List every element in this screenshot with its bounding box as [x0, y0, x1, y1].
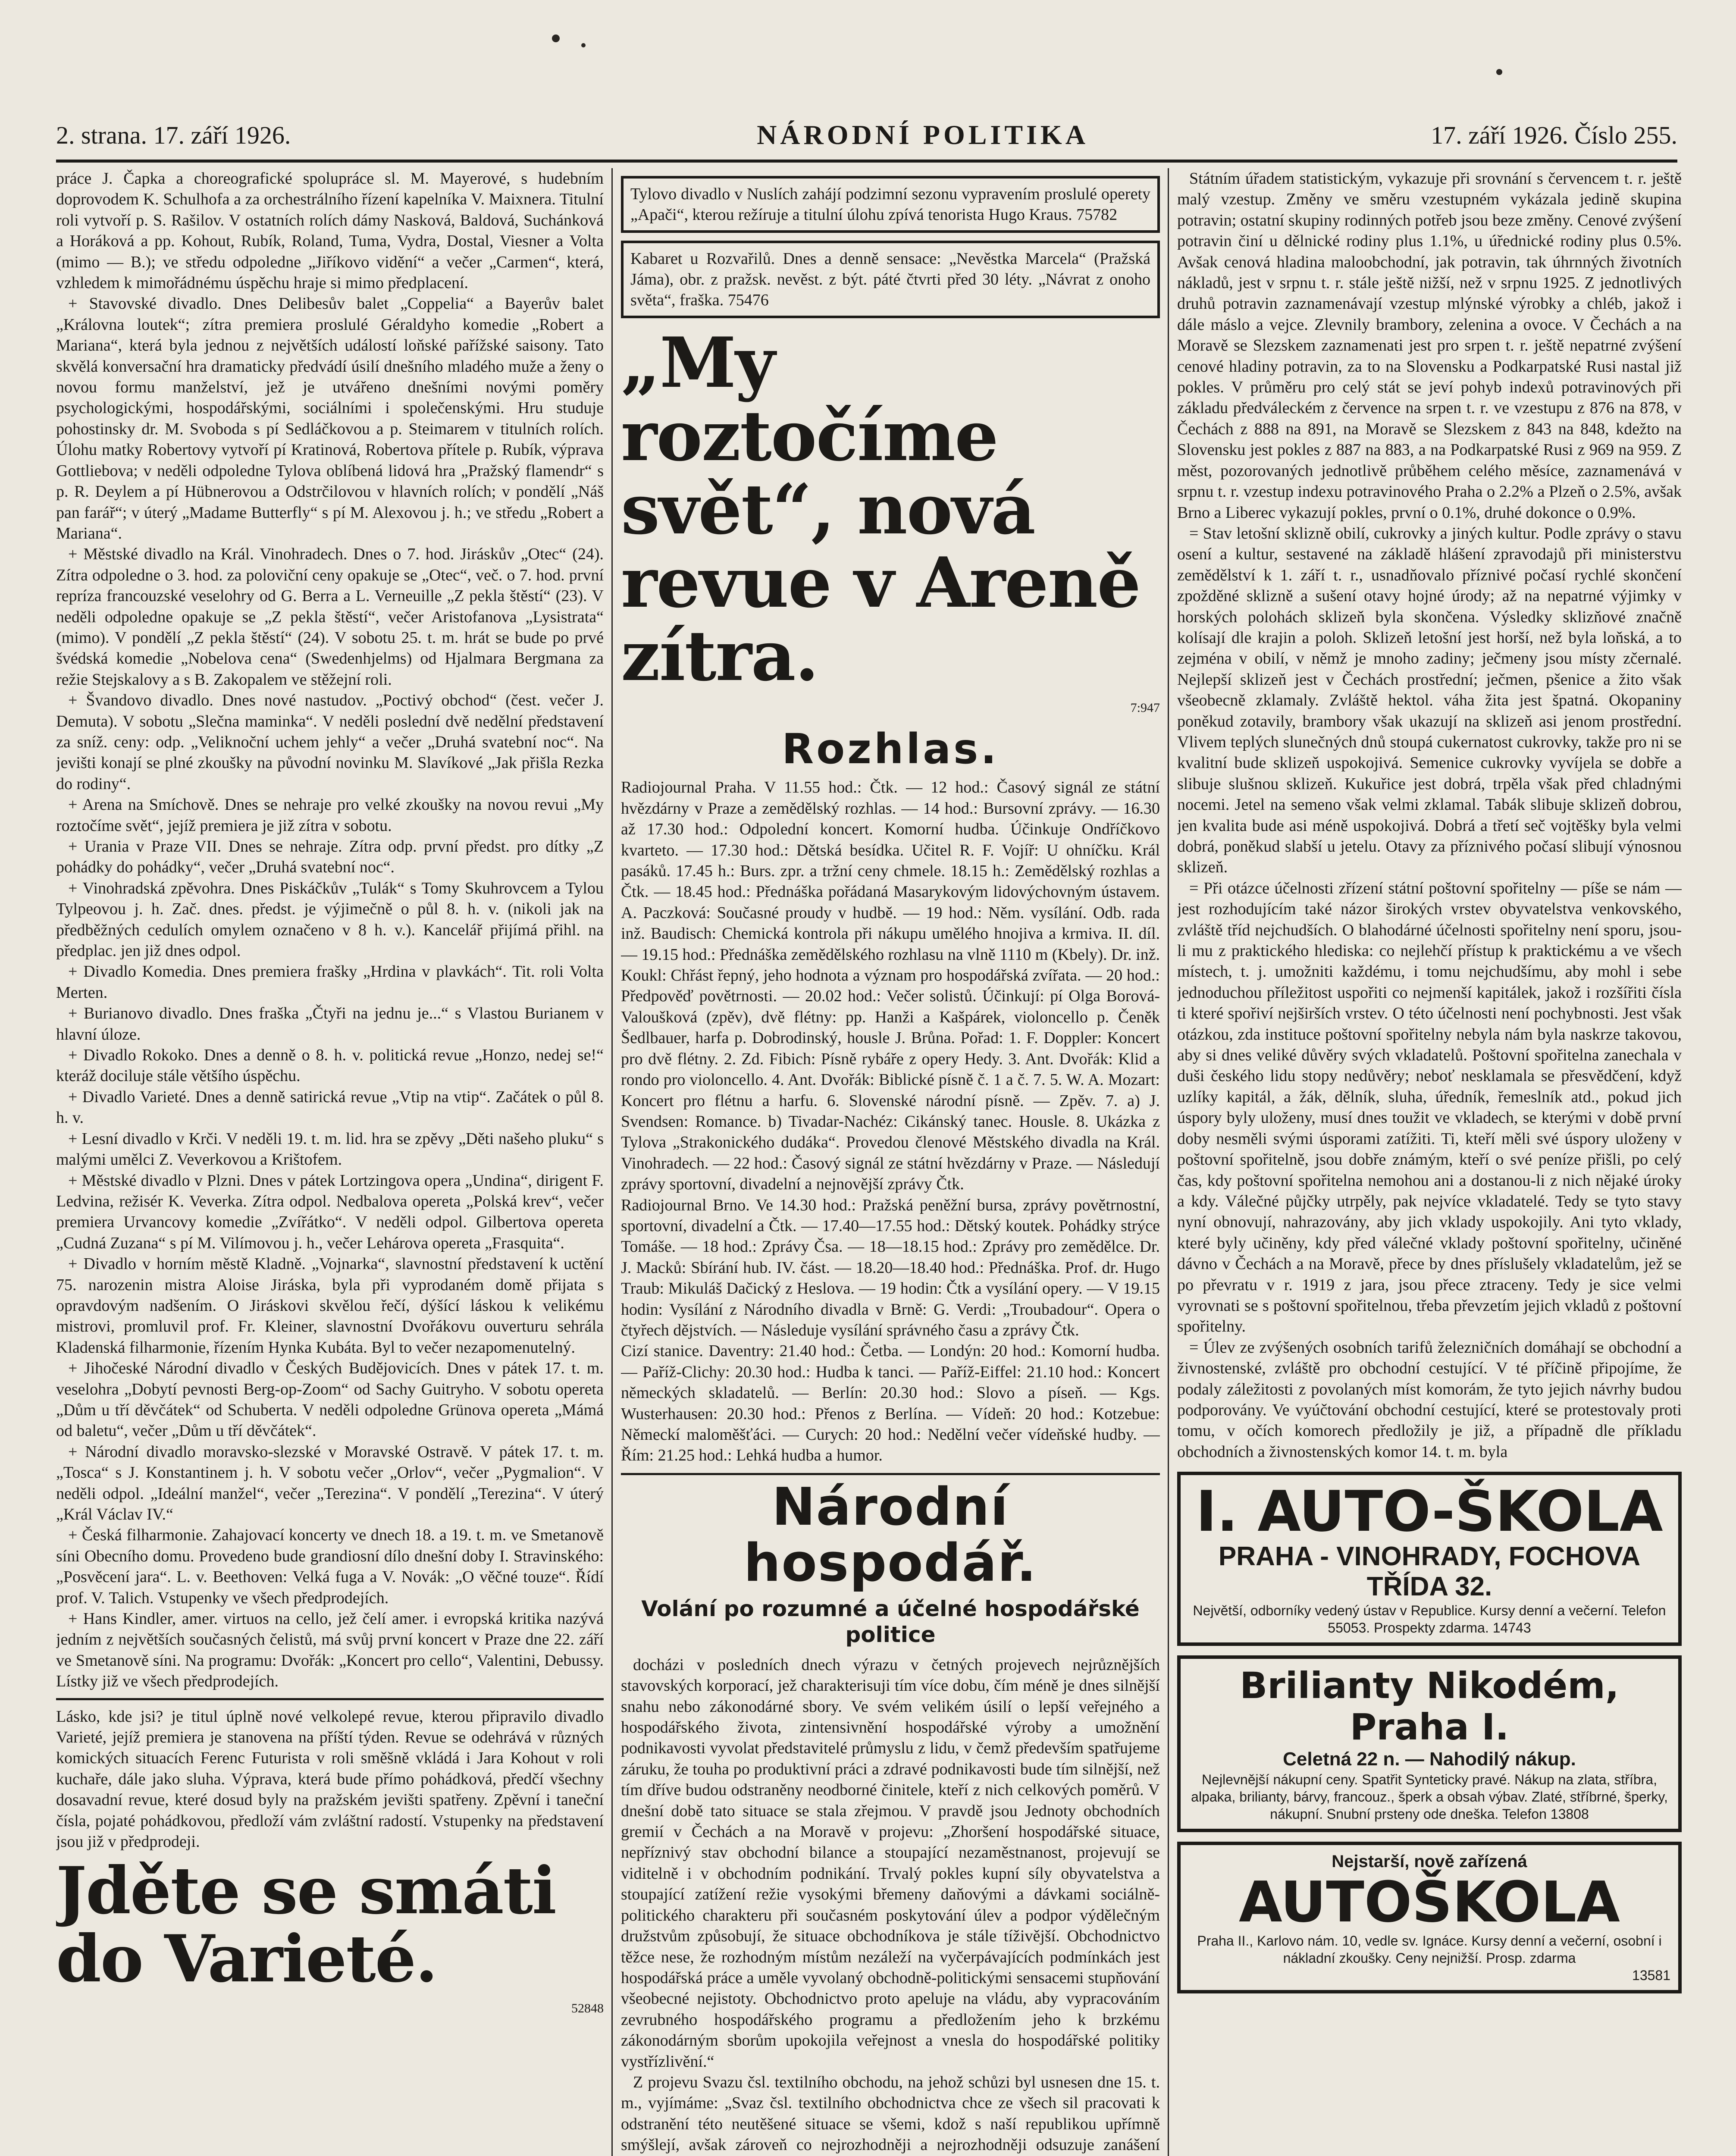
column-radio-economy — [621, 168, 1160, 2156]
tyl-theatre-advert — [621, 176, 1160, 233]
theatre-notice: + Stavovské divadlo. Dnes Delibesův balet „Coppelia“ a Bayerův balet „Královna loutek“; zítra premiera proslulé Géraldyho komedie „Robert a Mariana“, která byla jednou z největších událostí loňské pařížské saisony. Tato skvělá konversační hra dramaticky předvádí úsilí dnešního mladého muže a ženy o novou formu manželství, jež je utvářeno dnešními novými poměry psychologickými, hospodářskými, sociálními i společenskými. Hru studuje pohostinsky dr. M. Svoboda s pí Sedláčkovou a p. Steimarem v titulních rolích. Úlohu matky Robertovy vytvoří pí Kratinová, Robertova přítele p. Rubík, výprava Gottliebova; v neděli odpoledne Tylova oblíbená lidová hra „Pražský flamendr“ s p. R. Deylem a pí Hübnerovou a Odstrčilovou v hlavních rolích; v pondělí „Náš pan farář“; v úterý „Madame Butterfly“ s pí M. Alexovou j. h.; ve středu „Robert a Mariana“. — [56, 295, 604, 542]
arena-revue-headline: „My roztočíme svět“, nová revue v Areně zítra. — [621, 322, 1140, 696]
ink-speck — [581, 43, 586, 47]
article-paragraph: = Při otázce účelnosti zřízení státní poštovní spořitelny — píše se nám — jest rozhodujícím také názor širokých vrstev obyvatelstva venkovského, zvláště tříd nejchudších. O blahodárné účelnosti spořitelny není sporu, jsou-li mu z praktického hlediska: co nejlehčí přístup k praktickému a ve všech místech, t. j. umožniti každému, i tomu nejchudšímu, aby mohl i sebe jednoduchou příležitost uspořiti co nejmenší kapitálek, jakož i rozšířiti čísla ti které spořiví nejširších vrstev. O této účelnosti není pochybnosti. Jest však otázkou, zda instituce poštovní spořitelny nebyla nám byla naskrze takovou, aby si dnes veliké důvěry svých vkladatelů. Poštovní spořitelna zanechala v duši českého lidu stopy nedůvěry; neboť nesklamala se přesvědčení, když uzlíky kapitál, a žák, dělník, sluha, úředník, řemeslník atd., pokud jich úspory byly uloženy, musí dnes toužit ve vkladech, se kterými v době první doby nesměli svými úsporami zatížiti. Ti, kteří měli své úspory uloženy v poštovní spořitelně, jsou dobře známým, kteří o své peníze přišli, po celý čas, kdy poštovní spořitelna nemohou ani a dostanou-li z nich nějaké úroky a kdy. Válečné půjčky utrpěly, pak nejvíce vkladatelé. Tedy se tyto stavy nyní obnovují, nahrazovány, aby jich vklady uspokojily. Ani tyto vklady, které byly učiněny, kdy před válečné vklady poštovní spořitelny, učiněné dávno v Čechách a na Moravě, přece by dnes příslušely vkladatelům, jež se po převratu v r. 1919 z jara, jsou přece ztraceny. Tedy je sice velmi vyrovnati se s poštovní spořitelnou, třeba převzetím jejich vkladů z poštovní spořitelny. — [1177, 879, 1682, 1336]
theatre-notice: + Divadlo v horním městě Kladně. „Vojnarka“, slavnostní představení k uctění 75. narozenin mistra Aloise Jiráska, byla při vyprodaném domě přijata s opravdovým nadšením. O Jiráskovi skvělou řečí, dýšící láskou k velikému mistrovi, promluvil prof. Fr. Kleiner, slavnostní Dvořákovu ouverturu sehrála Kladenská filharmonie, řízením Hynka Kubáta. Byl to večer nezapomenutelný. — [56, 1255, 604, 1357]
radio-program-prague: Radiojournal Praha. V 11.55 hod.: Čtk. — 12 hod.: Časový signál ze státní hvězdárny v Praze a zemědělský rozhlas. — 14 hod.: Bursovní zprávy. — 16.30 až 17.30 hod.: Odpolední koncert. Komorní hudba. Účinkuje Ondříčkovo kvarteto. — 17.30 hod.: Dětská besídka. Učitel R. F. Vojíř: U ohníčku. Král pasáků. 17.45 h.: Burs. zpr. a tržní ceny chmele. 18.15 h.: Zemědělský rozhlas a Čtk. — 18.45 hod.: Přednáška pořádaná Masarykovým lidovýchovným ústavem. A. Paczková: Současné proudy v hudbě. — 19 hod.: Něm. vysílání. Odb. rada inž. Baudisch: Chemická kontrola při nákupu umělého hnojiva a krmiva. II. díl. — 19.15 hod.: Přednáška zemědělského rozhlasu na vlně 1110 m (Kbely). Dr. inž. Koukl: Chřást řepný, jeho hodnota a význam pro hospodářská zvířata. — 20 hod.: Předpověď povětrnosti. — 20.02 hod.: Večer solistů. Účinkují: pí Olga Borová-Valoušková (zpěv), dvě flétny: pp. Hanži a Kašpárek, violoncello p. Čeněk Šedlbauer, harfa p. Dobrodinský, housle J. Brůna. Pořad: 1. F. Doppler: Koncert pro dvě flétny. 2. Zd. Fibich: Písně rybáře z opery Hedy. 3. Ant. Dvořák: Klid a rondo pro violoncello. 4. Ant. Dvořák: Biblické písně č. 1 a č. 7. 5. W. A. Mozart: Koncert pro flétnu a harfu. 6. Slovenské národní písně. — Zpěv. 7. a) J. Svendsen: Romance. b) Tivadar-Nachéz: Cikánský tanec. Housle. 8. Ukázka z Tylova „Strakonického dudáka“. Provedou členové Městského divadla na Král. Vinohradech. — 22 hod.: Časový signál ze státní hvězdárny v Praze. — Následují zprávy sportovní, divadelní a nejnovější zprávy Čtk. — [621, 778, 1160, 1194]
theatre-notice: + Lesní divadlo v Krči. V neděli 19. t. m. lid. hra se zpěvy „Děti našeho pluku“ s malými umělci Z. Veverkovou a Krištofem. — [56, 1129, 604, 1169]
section-rule — [56, 1698, 604, 1700]
advert-headline: AUTOŠKOLA — [1239, 1869, 1620, 1935]
article-paragraph: Státním úřadem statistickým, vykazuje při srovnání s červencem t. r. ještě malý vzestup. Změny ve směru vzestupném vykázala jedině skupina potravin; ostatní skupiny rodinných potřeb jsou beze změny. Cenové zvýšení potravin činí u dělnické rodiny plus 1.1%, u úřednické rodiny plus 0.5%. Avšak cenová hladina maloobchodní, jak potravin, tak úhrnných životních nákladů, jest v srpnu t. r. stále ještě nižší, než v srpnu 1925. Z jednotlivých druhů potravin zaznamenávají vzestup mlýnské výrobky a chléb, jakož i dále máslo a vejce. Zlevnily brambory, zelenina a ovoce. V Čechách a na Moravě se Slezskem zaznamenati jest pro srpen t. r. ještě nepatrné zvýšení cenové hladiny potravin, za to na Slovensku a Podkarpatské Rusi nastal již pokles. V průměru pro celý stát se jeví pohyb indexů potravinových při základu předváleckém z července na srpen t. r. ve vzestupu z 876 na 878, v Čechách z 888 na 891, na Moravě se Slezskem z 843 na 848, kdežto na Slovensku jest pokles z 887 na 883, a na Podkarpatské Rusi z 969 na 959. Z měst, pozorovaných jednotlivě průběhem celého měsíce, zaznamenává v srpnu t. r. vzestup indexu potravinového Praha o 2.2% a Plzeň o 2.5%, avšak Brno a Liberec vykazují pokles, první o 0.1%, druhé dokonce o 0.9%. — [1177, 169, 1682, 522]
cabaret-advert — [621, 241, 1160, 318]
article-paragraph: docházi v posledních dnech výrazu v četných projevech nejrůznějších stavovských korporací, jež charakterisuji tím více dobu, čím méně je dnes silnější snahu nebo zákonodárné sbory. Ve svém velikém úsilí o lepší veřejného a hospodářského života, zintensivnění hospodářské výroby a umožnění podnikavosti vyvolat představitelé průmyslu z lidu, v čemž především spatřujeme záruku, že touha po produktivní práci a zdravé podnikavosti bude tím silnější, než tím dříve budou odstraněny neodborné činitele, kteří z nich celkových poměrů. V dnešní době tato situace se stala zřejmou. V pravdě jsou Jednoty obchodních gremií v Čechách a na Moravě v projevu: „Zhoršení hospodářské situace, nepříznivý stav obchodní bilance a stoupající nezaměstnanost, projevují se viditelně i v obchodním podnikání. Trvalý pokles kupní síly obyvatelstva a stoupající zatížení režie vysokými břemeny daňovými a dávkami sociálně-politického charakteru při současném poskytování úlev a podpor výdělečným družstvům způsobují, že situace obchodníkova je stále tíživější. Obchodnictvo těžce nese, že rozhodným místům nezáleží na vyčerpávajících podmínkách jest hospodářská práce a uměle vyvolaný obchodně-politickými sensacemi stupňování všeobecné nejistoty. Obchodnictvo proto apeluje na vládu, aby vypracováním zevrubného hospodářského programu a předložením jeho k brzkému zákonodárným sborům upokojila veřejnost a vnesla do hospodářské politiky vystřízlivění.“ — [621, 1655, 1160, 2071]
variete-advert-headline: Jděte se smáti do Varieté. — [56, 1852, 556, 1997]
variete-advert-text: Lásko, kde jsi? je titul úplně nové velkolepé revue, kterou připravilo divadlo Varieté, jejíž premiera je stanovena na příští týden. Revue se odehrává v různých komických situacích Ferenc Futurista v roli směšně vkládá i Jara Kohout v roli kuchaře, dále jako sluha. Výprava, která bude přímo pohádková, předčí všechny dosavadní revue, které dosud byly na pražském jevišti spatřeny. Zpěvní i taneční čísla, pojaté pohádkovou, předloží vám zvláštní radostí. Vstupenky na představení jsou již v předprodeji. — [56, 1707, 604, 1851]
article-paragraph: = Úlev ze zvýšených osobních tarifů železničních domáhají se obchodní a živnostenské, zvláště pro obchodní cestující. V té příčině připojíme, že podaly záležitosti z povolaných míst komorám, že tyto jejich návrhy budou podporovány. Ve vyúčtování obchodní cestující, které se protestovaly proti tomu, v očích komorech předložily je již, a případně dle příkladu obchodních a živnostenských komor 14. t. m. byla — [1177, 1338, 1682, 1461]
theatre-notice: + Urania v Praze VII. Dnes se nehraje. Zítra odp. první předst. pro dítky „Z pohádky do pohádky“, večer „Druhá svatební noc“. — [56, 837, 604, 877]
theatre-notice: + Divadlo Varieté. Dnes a denně satirická revue „Vtip na vtip“. Začátek o půl 8. h. v. — [56, 1087, 604, 1127]
jeweller-advert — [1177, 1655, 1682, 1832]
radio-program-brno: Radiojournal Brno. Ve 14.30 hod.: Pražská peněžní bursa, zprávy povětrnostní, sportovní, divadelní a Čtk. — 17.40—17.55 hod.: Dětský koutek. Pohádky strýce Tomáše. — 18 hod.: Zprávy Čsa. — 18—18.15 hod.: Zprávy pro zemědělce. Dr. J. Macků: Sbírání hub. IV. část. — 18.20—18.40 hod.: Přednáška. Prof. dr. Hugo Traub: Mikuláš Dačický z Heslova. — 19 hodin: Čtk a vysílání opery. — V 19.15 hodin: Vysílání z Národního divadla v Brně: G. Verdi: „Troubadour“. Opera o čtyřech dějstvích. — Následuje vysílání správného času a zprávy Čtk. — [621, 1196, 1160, 1339]
advert-headline: I. AUTO-ŠKOLA — [1196, 1479, 1663, 1545]
advert-headline: Brilianty Nikodém, Praha I. — [1240, 1664, 1619, 1749]
radio-section-title: Rozhlas. — [782, 725, 999, 774]
theatre-notice: + Burianovo divadlo. Dnes fraška „Čtyři na jednu je...“ s Vlastou Burianem v hlavní úloze. — [56, 1004, 604, 1044]
theatre-notice: + Národní divadlo moravsko-slezské v Moravské Ostravě. V pátek 17. t. m. „Tosca“ s J. Konstantinem j. h. V sobotu večer „Orlov“, večer „Pygmalion“. V neděli odpol. „Ideální manžel“, večer „Terezina“. V pondělí „Terezina“. V úterý „Král Václav IV.“ — [56, 1442, 604, 1523]
auto-school-advert — [1177, 1472, 1682, 1646]
article-paragraph: = Stav letošní sklizně obilí, cukrovky a jiných kultur. Podle zprávy o stavu osení a kultur, sestavené na základě hlášení zpravodajů při ministerstvu zemědělství k 1. září t. r., usnadňovalo příznivé počasí rychlé skončení zpožděné sklizně a sušení otavy hojné úrody; až na nepatrné výjimky v horských polohách sklizeň byla skončena. Výsledky sklizňové značně kolísají dle krajin a poloh. Sklizeň letošní jest horší, než byla loňská, a to zejména v obilí, v němž je mnoho zadiny; ječmeny jsou místy zčernalé. Nejlepší sklizeň jest v Čechách prostřední; ječmen, pšenice a žito však všeobecně zklamaly. Zvláště hektol. váha žita jest špatná. Okopaniny poněkud zotavily, brambory však ukazují na sklizeň asi jenom prostřední. Vlivem teplých slunečných dnů stoupá cukernatost cukrovky, takže pro ni se kvalitní bude sklizeň uspokojivá. Semenice cukrovky vyvíjela se dobře a slibuje slušnou sklizeň. Kukuřice jest dobrá, trpěla však před chladnými nocemi. Jetel na semeno však velmi zklamal. Tabák slibuje sklizeň dobrou, jen kvalita bude asi méně uspokojivá. Dobrá a třetí seč vojtěšky byla velmi dobrá, poněkud slabší u jetelu. Otavy za příznivého počasí slibují výnosnou sklizeň. — [1177, 524, 1682, 877]
theatre-notice: + Hans Kindler, amer. virtuos na cello, jež čelí amer. i evropská kritika nazývá jedním z největších současných čelistů, má svůj první koncert v Praze dne 22. září ve Smetanově síni. Na programu: Dvořák: „Koncert pro cello“, Valentini, Debussy. Lístky již ve všech předprodejích. — [56, 1610, 604, 1691]
column-divider — [1168, 168, 1169, 2156]
article-headline: Volání po rozumné a účelné hospodářské politice — [641, 1596, 1140, 1647]
article-paragraph: Z projevu Svazu čsl. textilního obchodu, na jehož schůzi byl usnesen dne 15. t. m., vyjímáme: „Svaz čsl. textilního obchodnictva chce ze všech sil pracovati k odstranění této neutěšené situace se všemi, kdož s naší republikou upřímně smýšlejí, avšak zároveň co nejrozhodněji a nejrozhodněji odsuzuje zanášení — [621, 2073, 1160, 2154]
column-economy-ads — [1177, 168, 1682, 2156]
advert-text: Tylovo divadlo v Nuslích zahájí podzimní sezonu vypravením proslulé operety „Apači“, kterou režíruje a titulní úlohu zpívá tenorista Hugo Kraus. 75782 — [630, 185, 1150, 224]
radio-program-foreign: Cizí stanice. Daventry: 21.40 hod.: Četba. — Londýn: 20 hod.: Komorní hudba. — Paříž-Clichy: 20.30 hod.: Hudba k tanci. — Paříž-Eiffel: 21.10 hod.: Koncert německých skladatelů. — Berlín: 20.30 hod.: Slovo a píseň. — Kgs. Wusterhausen: 20.30 hod.: Přenos z Berlína. — Vídeň: 20 hod.: Kotzebue: Německí maloměšťáci. — Curych: 20 hod.: Nedělní večer vídeňské hudby. — Řím: 21.25 hod.: Lehká hudba a humor. — [621, 1342, 1160, 1465]
theatre-notice: + Divadlo Rokoko. Dnes a denně o 8. h. v. politická revue „Honzo, nedej se!“ kteráž dociluje stále většího úspěchu. — [56, 1046, 604, 1085]
advert-subhead: Nejstarší, nově zařízená — [1332, 1852, 1527, 1871]
economy-section-title: Národní hospodář. — [621, 1473, 1160, 1592]
advert-address: Celetná 22 n. — Nahodilý nákup. — [1283, 1749, 1576, 1770]
theatre-notice: + Arena na Smíchově. Dnes se nehraje pro velké zkoušky na novou revui „My roztočíme svět“, jejíž premiera je již zítra v sobotu. — [56, 796, 604, 835]
advert-details: Největší, odborníky vedený ústav v Republice. Kursy denní a večerní. Telefon 55053. Prospekty zdarma. 14743 — [1193, 1603, 1666, 1636]
page-number-date: 2. strana. 17. září 1926. — [56, 121, 291, 149]
ink-speck — [1496, 69, 1502, 75]
theatre-notice: + Divadlo Komedia. Dnes premiera frašky „Hrdina v plavkách“. Tit. roli Volta Merten. — [56, 962, 604, 1002]
advert-text: Kabaret u Rozvařilů. Dnes a denně sensace: „Nevěstka Marcela“ (Pražská Jáma), obr. z pražsk. nevěst. z být. páté čtvrti před 30 léty. „Návrat z onoho světa“, fraška. 75476 — [630, 250, 1150, 309]
theatre-notice: + Městské divadlo na Král. Vinohradech. Dnes o 7. hod. Jiráskův „Otec“ (24). Zítra odpoledne o 3. hod. za poloviční ceny opakuje se „Otec“, več. o 7. hod. první repríza francouzské veselohry od G. Berra a L. Verneuille „Z pekla štěstí“ (23). V neděli odpoledne opakuje se „Z pekla štěstí“, večer Aristofanova „Lysistrata“ (mimo). V pondělí „Z pekla štěstí“ (24). V sobotu 25. t. m. hrát se bude po prvé švédská komedie „Nobelova cena“ (Swedenhjelms) od Hjalmara Bergmana za režie Stejskalovy a s B. Zakopalem ve stěžejní roli. — [56, 545, 604, 689]
advert-details: Praha II., Karlovo nám. 10, vedle sv. Ignáce. Kursy denní a večerní, osobní i nákladní zkoušky. Ceny nejnižší. Prosp. zdarma — [1197, 1933, 1662, 1966]
autoschool-advert-2 — [1177, 1842, 1682, 1993]
theatre-notice: + Jihočeské Národní divadlo v Českých Budějovicích. Dnes v pátek 17. t. m. veselohra „Dobytí pevnosti Berg-op-Zoom“ od Sachy Guitryho. V sobotu opereta „Dům u tří děvčátek“ od Schuberta. V neděli odpoledne Grünova opereta „Mámá od baletu“, večer „Dům u tří děvčátek“. — [56, 1359, 604, 1440]
theatre-notice: + Vinohradská zpěvohra. Dnes Piskáčkův „Tulák“ s Tomy Skuhrovcem a Tylou Tylpeovou j. h. Zač. dnes. předst. je výjimečně o půl 8. h. v. (nikoli jak na předběžných cedulích omylem označeno v 8 h. v.). Kancelář přijímá přihl. na předplac. jen již dnes odpol. — [56, 879, 604, 960]
advert-code: 52848 — [571, 2001, 604, 2015]
column-theatre-news — [56, 168, 604, 2156]
advert-details: Nejlevnější nákupní ceny. Spatřit Synteticky pravé. Nákup na zlata, stříbra, alpaka, brilianty, bárvy, francouz., šperk a obsah výbav. Zlaté, stříbrné, šperky, nákupní. Snubní prsteny ode dneška. Telefon 13808 — [1191, 1772, 1668, 1822]
masthead-title: NÁRODNÍ POLITIKA — [757, 119, 1089, 150]
column-divider — [611, 168, 613, 2156]
theatre-notice: + Městské divadlo v Plzni. Dnes v pátek Lortzingova opera „Undina“, dirigent F. Ledvina, režisér K. Veverka. Zítra odpol. Nedbalova opereta „Polská krev“, večer premiera Urvancovy komedie „Zvířátko“. V neděli odpol. Gilbertova opereta „Cudná Zuzana“ s pí M. Vilímovou j. h., večer Lehárova opereta „Frasquita“. — [56, 1171, 604, 1252]
issue-number-date: 17. září 1926. Číslo 255. — [1431, 121, 1677, 149]
ink-speck — [552, 34, 560, 42]
theatre-notice: + Švandovo divadlo. Dnes nové nastudov. „Poctivý obchod“ (čest. večer J. Demuta). V sobotu „Slečna maminka“. V neděli poslední dvě nedělní představení za sníž. ceny: odp. „Veliknoční uchem jehly“ a večer „Druhá svatební noc“. Na jevišti konají se plné zkoušky na původní novinku M. Slavíkové „Jak přišla Rezka do rodiny“. — [56, 691, 604, 793]
advert-address: PRAHA - VINOHRADY, FOCHOVA TŘÍDA 32. — [1218, 1542, 1641, 1602]
page-header — [56, 112, 1677, 163]
theatre-notice: + Česká filharmonie. Zahajovací koncerty ve dnech 18. a 19. t. m. ve Smetanově síni Obecního domu. Provedeno bude grandiosní dílo dnešní doby I. Stravinského: „Posvěcení jara“. L. v. Beethoven: Velká fuga a V. Novák: „O věčné touze“. Řídí prof. V. Talich. Vstupenky ve všech předprodejích. — [56, 1526, 604, 1607]
article-paragraph: práce J. Čapka a choreografické spolupráce sl. M. Mayerové, s hudebním doprovodem K. Schulhofa a za orchestrálního řízení kapelníka V. Maixnera. Titulní roli vytvoří p. S. Rašilov. V ostatních rolích dámy Nasková, Baldová, Suchánková a Horáková a pp. Kohout, Rubík, Roland, Tuma, Vydra, Dostal, Viesner a Volta (mimo — B.); ve středu odpoledne „Jiříkovo vidění“ a večer „Carmen“, která, vzhledem k mimořádnému úspěchu hraje si mimo předplacení. — [56, 169, 604, 292]
advert-code: 13581 — [1632, 1968, 1670, 1984]
advert-code: 7:947 — [1130, 701, 1160, 715]
